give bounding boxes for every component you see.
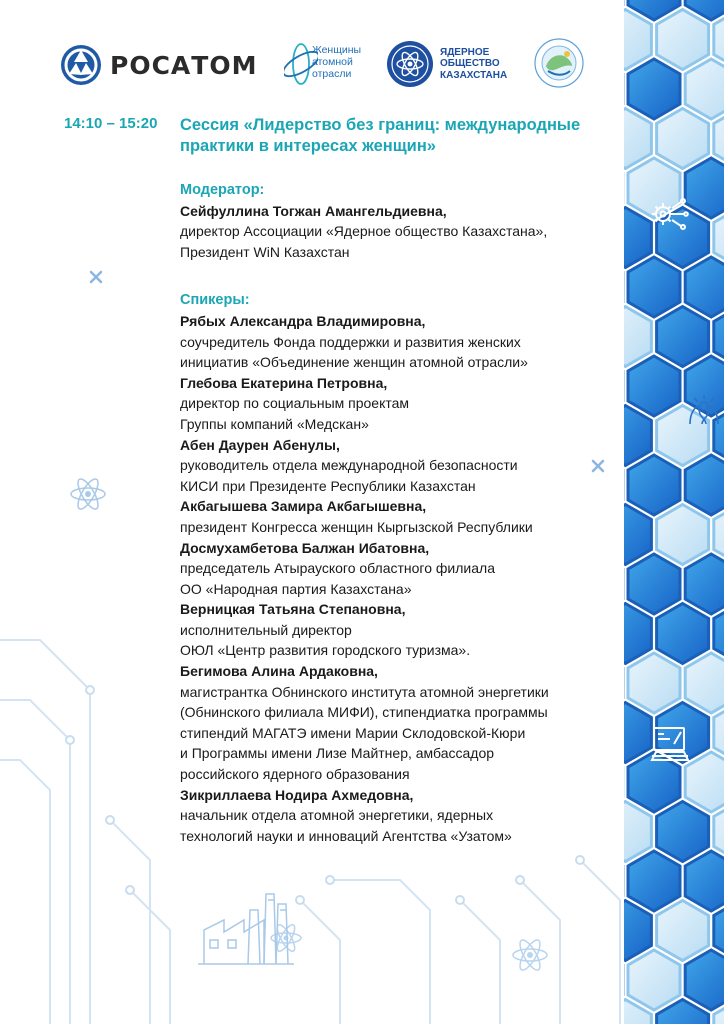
- speaker-name: Зикриллаева Нодира Ахмедовна,: [180, 786, 414, 803]
- honeycomb-cell: [657, 10, 709, 70]
- hands-icon: [684, 394, 724, 434]
- association-emblem: [534, 38, 584, 93]
- speaker-role-line: ОО «Народная партия Казахстана»: [180, 580, 412, 597]
- speaker-role-line: директор по социальным проектам: [180, 395, 410, 412]
- honeycomb-cell: [628, 851, 680, 911]
- honeycomb-cell: [657, 802, 709, 862]
- honeycomb-cell: [628, 653, 680, 713]
- honeycomb-cell: [628, 59, 680, 119]
- speaker-role-line: начальник отдела атомной энергетики, ядерных: [180, 807, 494, 824]
- women-nuclear-logo: [284, 40, 374, 88]
- women-nuclear-logo-text: Женщины атомной отрасли: [312, 44, 362, 80]
- session-title: Сессия «Лидерство без границ: международные практики в интересах женщин»: [180, 116, 581, 155]
- speaker-role-line: (Обнинского филиала МИФИ), стипендиатка программы: [180, 704, 548, 721]
- honeycomb-cell: [657, 901, 709, 961]
- speaker-role-line: руководитель отдела международной безопасности: [180, 457, 518, 474]
- honeycomb-cell: [657, 307, 709, 367]
- speaker-name: Верницкая Татьяна Степановна,: [180, 601, 406, 618]
- speaker-name: Досмухамбетова Балжан Ибатовна,: [180, 539, 430, 556]
- cross-icon: [89, 270, 103, 284]
- nuclear-society-logo-text: ЯДЕРНОЕ ОБЩЕСТВО КАЗАХСТАНА: [440, 46, 508, 81]
- speaker-role-line: председатель Атырауского областного филиала: [180, 560, 495, 577]
- honeycomb-cell: [628, 554, 680, 614]
- rosatom-wordmark: РОСАТОМ: [110, 50, 258, 80]
- logo-row: [60, 38, 580, 98]
- speaker-role-line: стипендий МАГАТЭ имени Марии Склодовской-Кюри: [180, 724, 526, 741]
- speaker-role-line: технологий науки и инноваций Агентства «Узатом»: [180, 827, 512, 844]
- speaker-name: Абен Даурен Абенулы,: [180, 436, 340, 453]
- honeycomb-cell: [628, 356, 680, 416]
- honeycomb-cell: [628, 257, 680, 317]
- honeycomb-cell: [628, 455, 680, 515]
- session-time: 14:10 – 15:20: [64, 115, 158, 132]
- speaker-role-line: Группы компаний «Медскан»: [180, 415, 369, 432]
- factory-icon: [196, 880, 296, 966]
- speaker-role-line: КИСИ при Президенте Республики Казахстан: [180, 477, 476, 494]
- speaker-name: Бегимова Алина Ардаковна,: [180, 663, 378, 680]
- gear-icon: [645, 192, 689, 236]
- speaker-name: Глебова Екатерина Петровна,: [180, 374, 388, 391]
- speakers-heading: Спикеры:: [180, 292, 250, 309]
- moderator-heading: Модератор:: [180, 182, 265, 198]
- moderator-name: Сейфуллина Тогжан Амангельдиевна,: [180, 202, 447, 219]
- speaker-role-line: соучредитель Фонда поддержки и развития женских: [180, 333, 521, 350]
- speaker-role-line: исполнительный директор: [180, 621, 352, 638]
- honeycomb-cell: [628, 950, 680, 1010]
- atom-icon: [510, 935, 550, 975]
- speaker-role-line: инициатив «Объединение женщин атомной отрасли»: [180, 354, 528, 371]
- honeycomb-cell: [657, 604, 709, 664]
- speaker-name: Акбагышева Замира Акбагышевна,: [180, 498, 427, 515]
- participants: [180, 180, 610, 846]
- honeycomb-cell: [657, 505, 709, 565]
- speaker-role-line: и Программы имени Лизе Майтнер, амбассадор: [180, 745, 495, 762]
- speaker-role-line: магистрантка Обнинского института атомной энергетики: [180, 683, 549, 700]
- speaker-role-line: президент Конгресса женщин Кыргызской Республики: [180, 518, 533, 535]
- association-emblem-icon: [534, 38, 584, 88]
- computer-icon: [648, 722, 692, 766]
- rosatom-logo: [60, 44, 257, 86]
- rosatom-logo-icon: [60, 44, 102, 86]
- nuclear-society-logo: [386, 40, 507, 88]
- speaker-list: [180, 311, 610, 846]
- moderator-role-line: Президент WiN Казахстан: [180, 243, 350, 260]
- speaker-role-line: ОЮЛ «Центр развития городского туризма».: [180, 642, 471, 659]
- speaker-role-line: российского ядерного образования: [180, 766, 410, 783]
- speaker-name: Рябых Александра Владимировна,: [180, 312, 426, 329]
- nuclear-society-logo-icon: [386, 40, 434, 88]
- atom-icon: [68, 474, 108, 514]
- honeycomb-band: [624, 0, 724, 1024]
- honeycomb-cell: [657, 109, 709, 169]
- moderator-role-line: директор Ассоциации «Ядерное общество Казахстана»,: [180, 223, 548, 240]
